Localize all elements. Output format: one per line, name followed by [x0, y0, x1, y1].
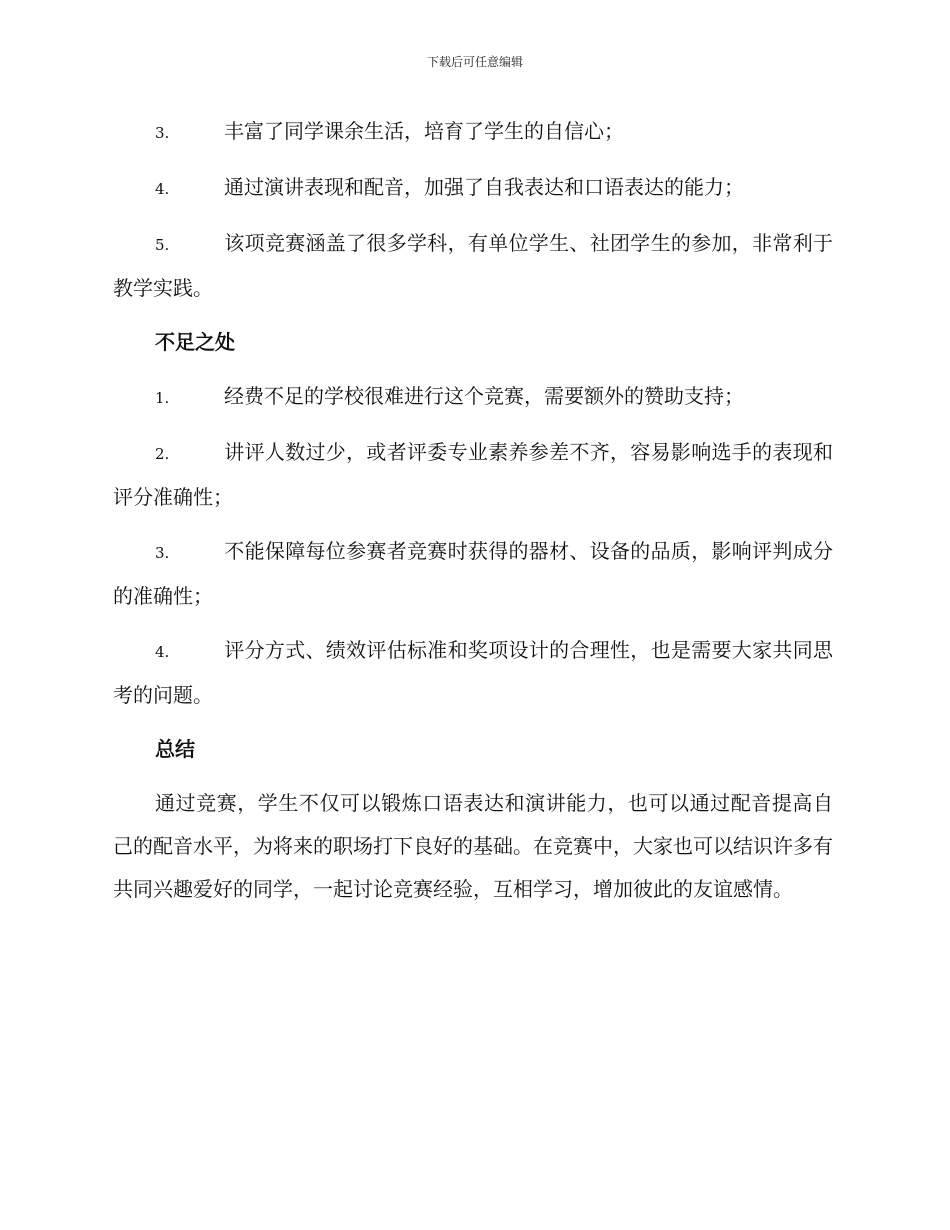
- list-item-text: 经费不足的学校很难进行这个竞赛，需要额外的赞助支持；: [224, 384, 744, 408]
- list-item-text: 该项竞赛涵盖了很多学科，有单位学生、社团学生的参加，非常利于教学实践。: [113, 231, 833, 300]
- list-item: [113, 110, 833, 155]
- list-item: [113, 166, 833, 211]
- page-header: 下载后可任意编辑: [426, 55, 523, 69]
- list-number: 3.: [155, 124, 170, 142]
- list-number: 2.: [155, 445, 170, 463]
- list-item: [113, 629, 833, 717]
- section-heading-shortcomings: 不足之处: [155, 330, 235, 354]
- list-number: 1.: [155, 389, 170, 407]
- list-item-text: 不能保障每位参赛者竞赛时获得的器材、设备的品质，影响评判成分的准确性；: [113, 539, 833, 608]
- list-item-text: 讲评人数过少，或者评委专业素养参差不齐，容易影响选手的表现和评分准确性；: [113, 440, 833, 509]
- summary-paragraph: 通过竞赛，学生不仅可以锻炼口语表达和演讲能力，也可以通过配音提高自己的配音水平，为将来的职场打下良好的基础。在竞赛中，大家也可以结识许多有共同兴趣爱好的同学，一起讨论竞赛经验，互相学习，增加彼此的友谊感情。: [113, 791, 833, 901]
- document-body: [113, 110, 833, 911]
- list-item: [113, 530, 833, 618]
- list-item-text: 评分方式、绩效评估标准和奖项设计的合理性，也是需要大家共同思考的问题。: [113, 638, 833, 707]
- list-item-text: 丰富了同学课余生活，培育了学生的自信心；: [224, 119, 624, 143]
- list-number: 3.: [155, 544, 170, 562]
- section-heading-summary: 总结: [155, 737, 195, 761]
- list-number: 4.: [155, 180, 170, 198]
- list-item-text: 通过演讲表现和配音，加强了自我表达和口语表达的能力；: [224, 175, 744, 199]
- list-number: 5.: [155, 236, 170, 254]
- list-item: [113, 431, 833, 519]
- list-number: 4.: [155, 643, 170, 661]
- list-item: [113, 222, 833, 310]
- list-item: [113, 375, 833, 420]
